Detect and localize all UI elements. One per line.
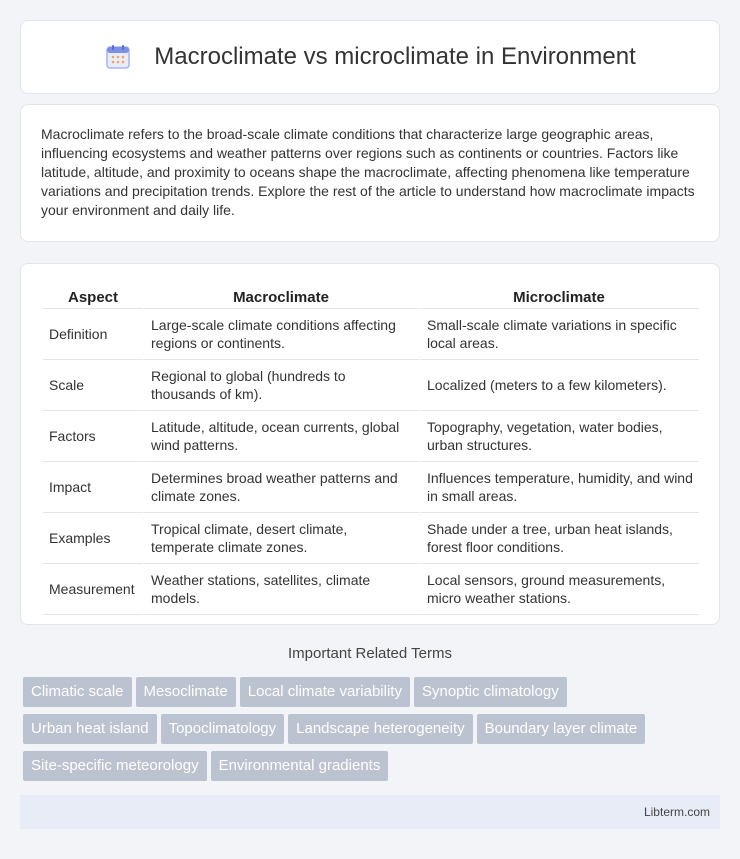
table-row <box>43 410 699 461</box>
row-macroclimate: Regional to global (hundreds to thousands of km). <box>143 359 419 410</box>
header-card <box>20 20 720 94</box>
table-row <box>43 461 699 512</box>
row-aspect: Definition <box>43 308 143 359</box>
column-header-aspect: Aspect <box>67 289 119 306</box>
related-term-tag[interactable]: Synoptic climatology <box>414 677 567 707</box>
row-microclimate: Localized (meters to a few kilometers). <box>419 359 699 410</box>
table-row <box>43 359 699 410</box>
table-row <box>43 308 699 359</box>
related-terms-list <box>23 677 723 788</box>
calendar-icon <box>104 43 132 71</box>
row-aspect: Factors <box>43 410 143 461</box>
row-microclimate: Shade under a tree, urban heat islands, forest floor conditions. <box>419 512 699 563</box>
table-header-row <box>43 286 699 308</box>
row-aspect: Measurement <box>43 563 143 615</box>
footer <box>20 795 720 829</box>
related-term-tag[interactable]: Mesoclimate <box>136 677 236 707</box>
row-macroclimate: Large-scale climate conditions affecting regions or continents. <box>143 308 419 359</box>
related-term-tag[interactable]: Urban heat island <box>23 714 157 744</box>
related-term-tag[interactable]: Climatic scale <box>23 677 132 707</box>
row-macroclimate: Determines broad weather patterns and climate zones. <box>143 461 419 512</box>
related-term-tag[interactable]: Boundary layer climate <box>477 714 646 744</box>
page-title: Macroclimate vs microclimate in Environment <box>154 43 636 70</box>
related-term-tag[interactable]: Landscape heterogeneity <box>288 714 472 744</box>
row-aspect: Examples <box>43 512 143 563</box>
row-microclimate: Influences temperature, humidity, and wind in small areas. <box>419 461 699 512</box>
table-row <box>43 512 699 563</box>
comparison-table-card <box>20 263 720 625</box>
row-aspect: Scale <box>43 359 143 410</box>
column-header-microclimate: Microclimate <box>513 289 605 306</box>
row-microclimate: Topography, vegetation, water bodies, urban structures. <box>419 410 699 461</box>
comparison-table <box>43 286 699 615</box>
related-terms-title: Important Related Terms <box>288 645 452 662</box>
row-macroclimate: Tropical climate, desert climate, temperate climate zones. <box>143 512 419 563</box>
intro-card <box>20 104 720 242</box>
related-term-tag[interactable]: Topoclimatology <box>161 714 285 744</box>
row-aspect: Impact <box>43 461 143 512</box>
table-row <box>43 563 699 615</box>
column-header-macroclimate: Macroclimate <box>233 289 329 306</box>
intro-text: Macroclimate refers to the broad-scale climate conditions that characterize large geographic areas, influencing ecosystems and weather patterns over regions such as continents or countries. Factors like latitude, altitude, and proximity to oceans shape the macroclimate, affecting phenomena like temperature variations and precipitation trends. Explore the rest of the article to understand how macroclimate impacts your environment and daily life. <box>41 126 695 218</box>
related-term-tag[interactable]: Site-specific meteorology <box>23 751 207 781</box>
footer-site-link[interactable]: Libterm.com <box>643 805 710 819</box>
row-macroclimate: Latitude, altitude, ocean currents, global wind patterns. <box>143 410 419 461</box>
row-microclimate: Local sensors, ground measurements, micro weather stations. <box>419 563 699 615</box>
row-microclimate: Small-scale climate variations in specific local areas. <box>419 308 699 359</box>
row-macroclimate: Weather stations, satellites, climate models. <box>143 563 419 615</box>
related-term-tag[interactable]: Local climate variability <box>240 677 410 707</box>
related-term-tag[interactable]: Environmental gradients <box>211 751 389 781</box>
